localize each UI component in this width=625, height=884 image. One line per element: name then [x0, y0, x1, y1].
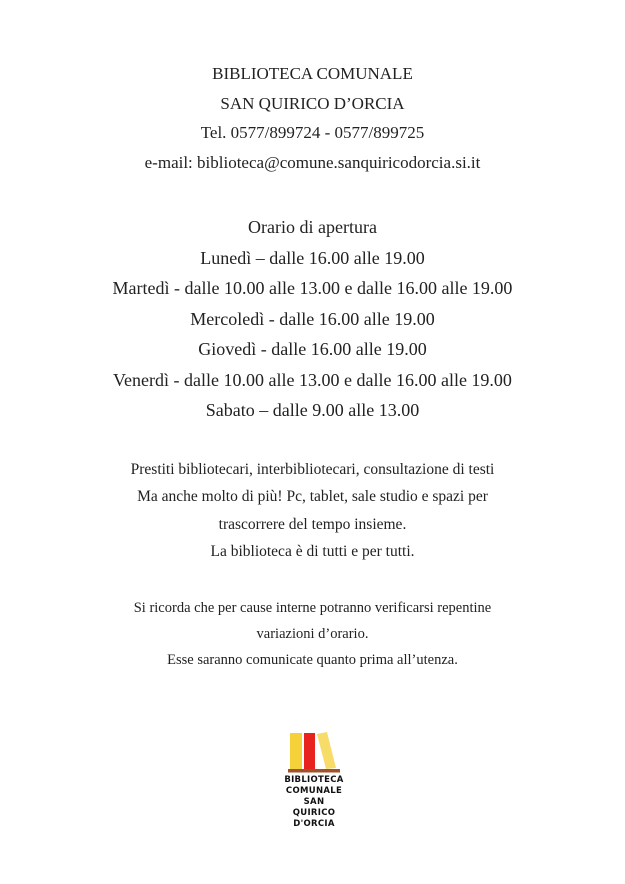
email-address: e-mail: biblioteca@comune.sanquiricodorcia.si.it	[144, 152, 481, 172]
opening-hours-title: Orario di apertura	[248, 217, 377, 237]
notice-line: variazioni d’orario.	[256, 626, 369, 642]
books-icon	[286, 731, 342, 773]
notice-line: Esse saranno comunicate quanto prima all’utenza.	[167, 652, 458, 668]
notice-line: Si ricorda che per cause interne potranno verificarsi repentine	[133, 600, 492, 616]
hours-wednesday: Mercoledì - dalle 16.00 alle 19.00	[190, 308, 435, 329]
services-paragraph	[0, 456, 625, 565]
hours-friday: Venerdì - dalle 10.00 alle 13.00 e dalle 16.00 alle 19.00	[113, 369, 512, 390]
hours-tuesday: Martedì - dalle 10.00 alle 13.00 e dalle 16.00 alle 19.00	[112, 278, 513, 298]
hours-monday: Lunedì – dalle 16.00 alle 19.00	[200, 247, 425, 268]
opening-hours	[0, 212, 625, 426]
library-logo	[281, 731, 347, 830]
services-line: Ma anche molto di più! Pc, tablet, sale studio e spazi per	[137, 488, 488, 506]
services-line: Prestiti bibliotecari, interbibliotecari, consultazione di testi	[130, 461, 495, 478]
services-line: trascorrere del tempo insieme.	[218, 515, 407, 533]
logo-text: BIBLIOTECA	[284, 775, 344, 785]
logo-text: D'ORCIA	[293, 819, 335, 829]
logo-text: COMUNALE	[285, 786, 343, 796]
logo-text: SAN QUIRICO	[292, 797, 336, 818]
services-line: La biblioteca è di tutti e per tutti.	[210, 542, 415, 560]
hours-thursday: Giovedì - dalle 16.00 alle 19.00	[198, 339, 427, 359]
library-header	[0, 59, 625, 177]
notice-paragraph	[0, 595, 625, 673]
hours-saturday: Sabato – dalle 9.00 alle 13.00	[205, 400, 420, 420]
phone-numbers: Tel. 0577/899724 - 0577/899725	[200, 123, 425, 142]
library-town: SAN QUIRICO D’ORCIA	[220, 93, 405, 113]
library-name: BIBLIOTECA COMUNALE	[212, 64, 413, 83]
